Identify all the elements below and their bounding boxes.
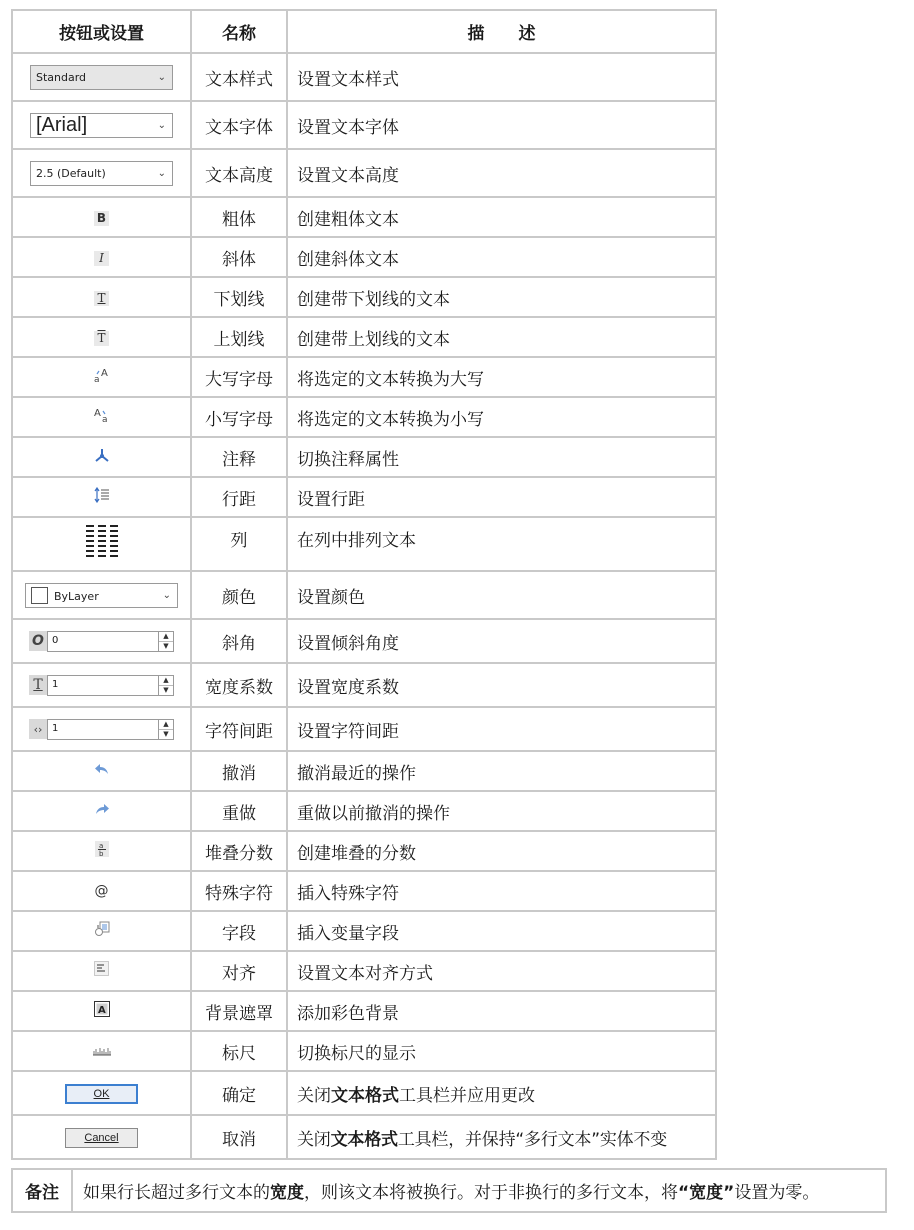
color-dropdown[interactable]: ByLayer ⌄ <box>25 583 178 608</box>
text-height-dropdown[interactable]: 2.5 (Default) ⌄ <box>30 161 173 186</box>
row-name: 注释 <box>191 437 287 477</box>
row-name: 字段 <box>191 911 287 951</box>
row-description: 创建粗体文本 <box>287 197 716 237</box>
row-description: 设置文本样式 <box>287 53 716 101</box>
row-name: 对齐 <box>191 951 287 991</box>
row-description: 设置文本对齐方式 <box>287 951 716 991</box>
table-row <box>12 277 716 317</box>
table-row <box>12 951 716 991</box>
background-mask-icon[interactable] <box>94 1001 110 1022</box>
table-row <box>12 991 716 1031</box>
row-name: 堆叠分数 <box>191 831 287 871</box>
row-description: 将选定的文本转换为小写 <box>287 397 716 437</box>
table-row <box>12 101 716 149</box>
redo-icon[interactable] <box>94 801 110 822</box>
table-row <box>12 751 716 791</box>
header-name: 名称 <box>191 10 287 53</box>
row-name: 字符间距 <box>191 707 287 751</box>
justify-icon[interactable] <box>94 961 109 981</box>
table-row <box>12 663 716 707</box>
row-name: 上划线 <box>191 317 287 357</box>
row-description: 创建堆叠的分数 <box>287 831 716 871</box>
width-factor-spinner[interactable] <box>29 675 174 696</box>
uppercase-icon[interactable] <box>94 367 110 388</box>
row-name: 下划线 <box>191 277 287 317</box>
row-name: 小写字母 <box>191 397 287 437</box>
table-row <box>12 707 716 751</box>
italic-icon[interactable]: I <box>94 251 109 266</box>
chevron-down-icon: ⌄ <box>157 71 166 83</box>
row-name: 列 <box>191 517 287 571</box>
row-name: 文本样式 <box>191 53 287 101</box>
ruler-icon[interactable] <box>93 1041 111 1061</box>
lowercase-icon[interactable] <box>94 407 110 428</box>
svg-text:A: A <box>100 367 108 379</box>
row-description: 创建带下划线的文本 <box>287 277 716 317</box>
svg-text:A: A <box>97 1004 106 1016</box>
table-row <box>12 197 716 237</box>
table-row <box>12 397 716 437</box>
chevron-down-icon: ⌄ <box>162 589 171 601</box>
field-icon[interactable] <box>94 921 110 942</box>
table-row <box>12 1071 716 1115</box>
annotative-icon[interactable] <box>94 447 110 468</box>
oblique-input[interactable]: 0 <box>47 631 158 652</box>
row-name: 背景遮罩 <box>191 991 287 1031</box>
note-label: 备注 <box>12 1169 72 1212</box>
row-description: 设置字符间距 <box>287 707 716 751</box>
columns-icon[interactable] <box>85 524 119 563</box>
table-row <box>12 911 716 951</box>
header-description: 描 述 <box>287 10 716 53</box>
row-description: 将选定的文本转换为大写 <box>287 357 716 397</box>
chevron-down-icon: ⌄ <box>157 119 166 131</box>
table-row <box>12 791 716 831</box>
row-description: 切换标尺的显示 <box>287 1031 716 1071</box>
table-row <box>12 571 716 619</box>
row-description: 设置宽度系数 <box>287 663 716 707</box>
row-name: 文本字体 <box>191 101 287 149</box>
row-name: 特殊字符 <box>191 871 287 911</box>
line-spacing-icon[interactable] <box>94 487 110 508</box>
table-row <box>12 437 716 477</box>
svg-text:a: a <box>93 374 100 383</box>
row-description: 关闭文本格式工具栏，并保持“多行文本”实体不变 <box>287 1115 716 1159</box>
svg-text:b: b <box>98 849 103 857</box>
ok-button[interactable]: OK <box>65 1084 138 1104</box>
row-name: 斜体 <box>191 237 287 277</box>
row-description: 在列中排列文本 <box>287 517 716 571</box>
row-name: 文本高度 <box>191 149 287 197</box>
text-style-dropdown[interactable]: Standard ⌄ <box>30 65 173 90</box>
row-description: 插入变量字段 <box>287 911 716 951</box>
table-row <box>12 53 716 101</box>
row-name: 确定 <box>191 1071 287 1115</box>
row-description: 添加彩色背景 <box>287 991 716 1031</box>
note-text: 如果行长超过多行文本的宽度，则该文本将被换行。对于非换行的多行文本，将“宽度”设置为零。 <box>72 1169 886 1212</box>
cancel-button[interactable]: Cancel <box>65 1128 138 1148</box>
row-description: 插入特殊字符 <box>287 871 716 911</box>
row-name: 粗体 <box>191 197 287 237</box>
table-row <box>12 517 716 571</box>
row-description: 创建带上划线的文本 <box>287 317 716 357</box>
overline-icon[interactable]: $\overline{T}$ <box>94 331 109 346</box>
row-name: 宽度系数 <box>191 663 287 707</box>
bold-icon[interactable]: B <box>94 211 109 226</box>
row-description: 撤消最近的操作 <box>287 751 716 791</box>
text-formatting-reference-table <box>11 9 717 1160</box>
undo-icon[interactable] <box>94 761 110 782</box>
tracking-input[interactable]: 1 <box>47 719 158 740</box>
row-description: 设置颜色 <box>287 571 716 619</box>
row-name: 行距 <box>191 477 287 517</box>
oblique-angle-spinner[interactable] <box>29 631 174 652</box>
chevron-down-icon: ⌄ <box>157 167 166 179</box>
table-row <box>12 1031 716 1071</box>
row-name: 取消 <box>191 1115 287 1159</box>
svg-text:a: a <box>101 414 108 423</box>
note-box <box>11 1168 887 1213</box>
spinner-arrows[interactable]: ▲ ▼ <box>158 631 174 652</box>
row-description: 关闭文本格式工具栏并应用更改 <box>287 1071 716 1115</box>
stack-icon[interactable] <box>95 841 109 862</box>
table-row <box>12 317 716 357</box>
table-row <box>12 149 716 197</box>
underline-icon[interactable]: T <box>94 291 109 306</box>
row-description: 设置文本字体 <box>287 101 716 149</box>
width-factor-input[interactable]: 1 <box>47 675 158 696</box>
row-description: 设置行距 <box>287 477 716 517</box>
row-description: 重做以前撤消的操作 <box>287 791 716 831</box>
width-factor-icon: T <box>29 675 47 695</box>
oblique-icon: O <box>29 631 47 651</box>
row-name: 撤消 <box>191 751 287 791</box>
row-name: 大写字母 <box>191 357 287 397</box>
row-description: 设置文本高度 <box>287 149 716 197</box>
table-row <box>12 619 716 663</box>
table-row <box>12 871 716 911</box>
row-name: 斜角 <box>191 619 287 663</box>
table-row <box>12 477 716 517</box>
tracking-icon: ‹› <box>29 719 47 739</box>
row-name: 重做 <box>191 791 287 831</box>
row-name: 标尺 <box>191 1031 287 1071</box>
spinner-arrows[interactable]: ▲ ▼ <box>158 719 174 740</box>
table-row <box>12 237 716 277</box>
row-description: 创建斜体文本 <box>287 237 716 277</box>
row-description: 设置倾斜角度 <box>287 619 716 663</box>
row-description: 切换注释属性 <box>287 437 716 477</box>
color-swatch <box>31 587 48 604</box>
tracking-spinner[interactable] <box>29 719 174 740</box>
table-row <box>12 831 716 871</box>
symbol-icon[interactable]: @ <box>94 883 109 899</box>
table-row <box>12 1115 716 1159</box>
svg-text:a: a <box>98 841 103 850</box>
svg-text:A: A <box>93 407 101 419</box>
table-row <box>12 357 716 397</box>
font-dropdown[interactable]: [Arial] ⌄ <box>30 113 173 138</box>
header-control: 按钮或设置 <box>12 10 191 53</box>
spinner-arrows[interactable]: ▲ ▼ <box>158 675 174 696</box>
row-name: 颜色 <box>191 571 287 619</box>
